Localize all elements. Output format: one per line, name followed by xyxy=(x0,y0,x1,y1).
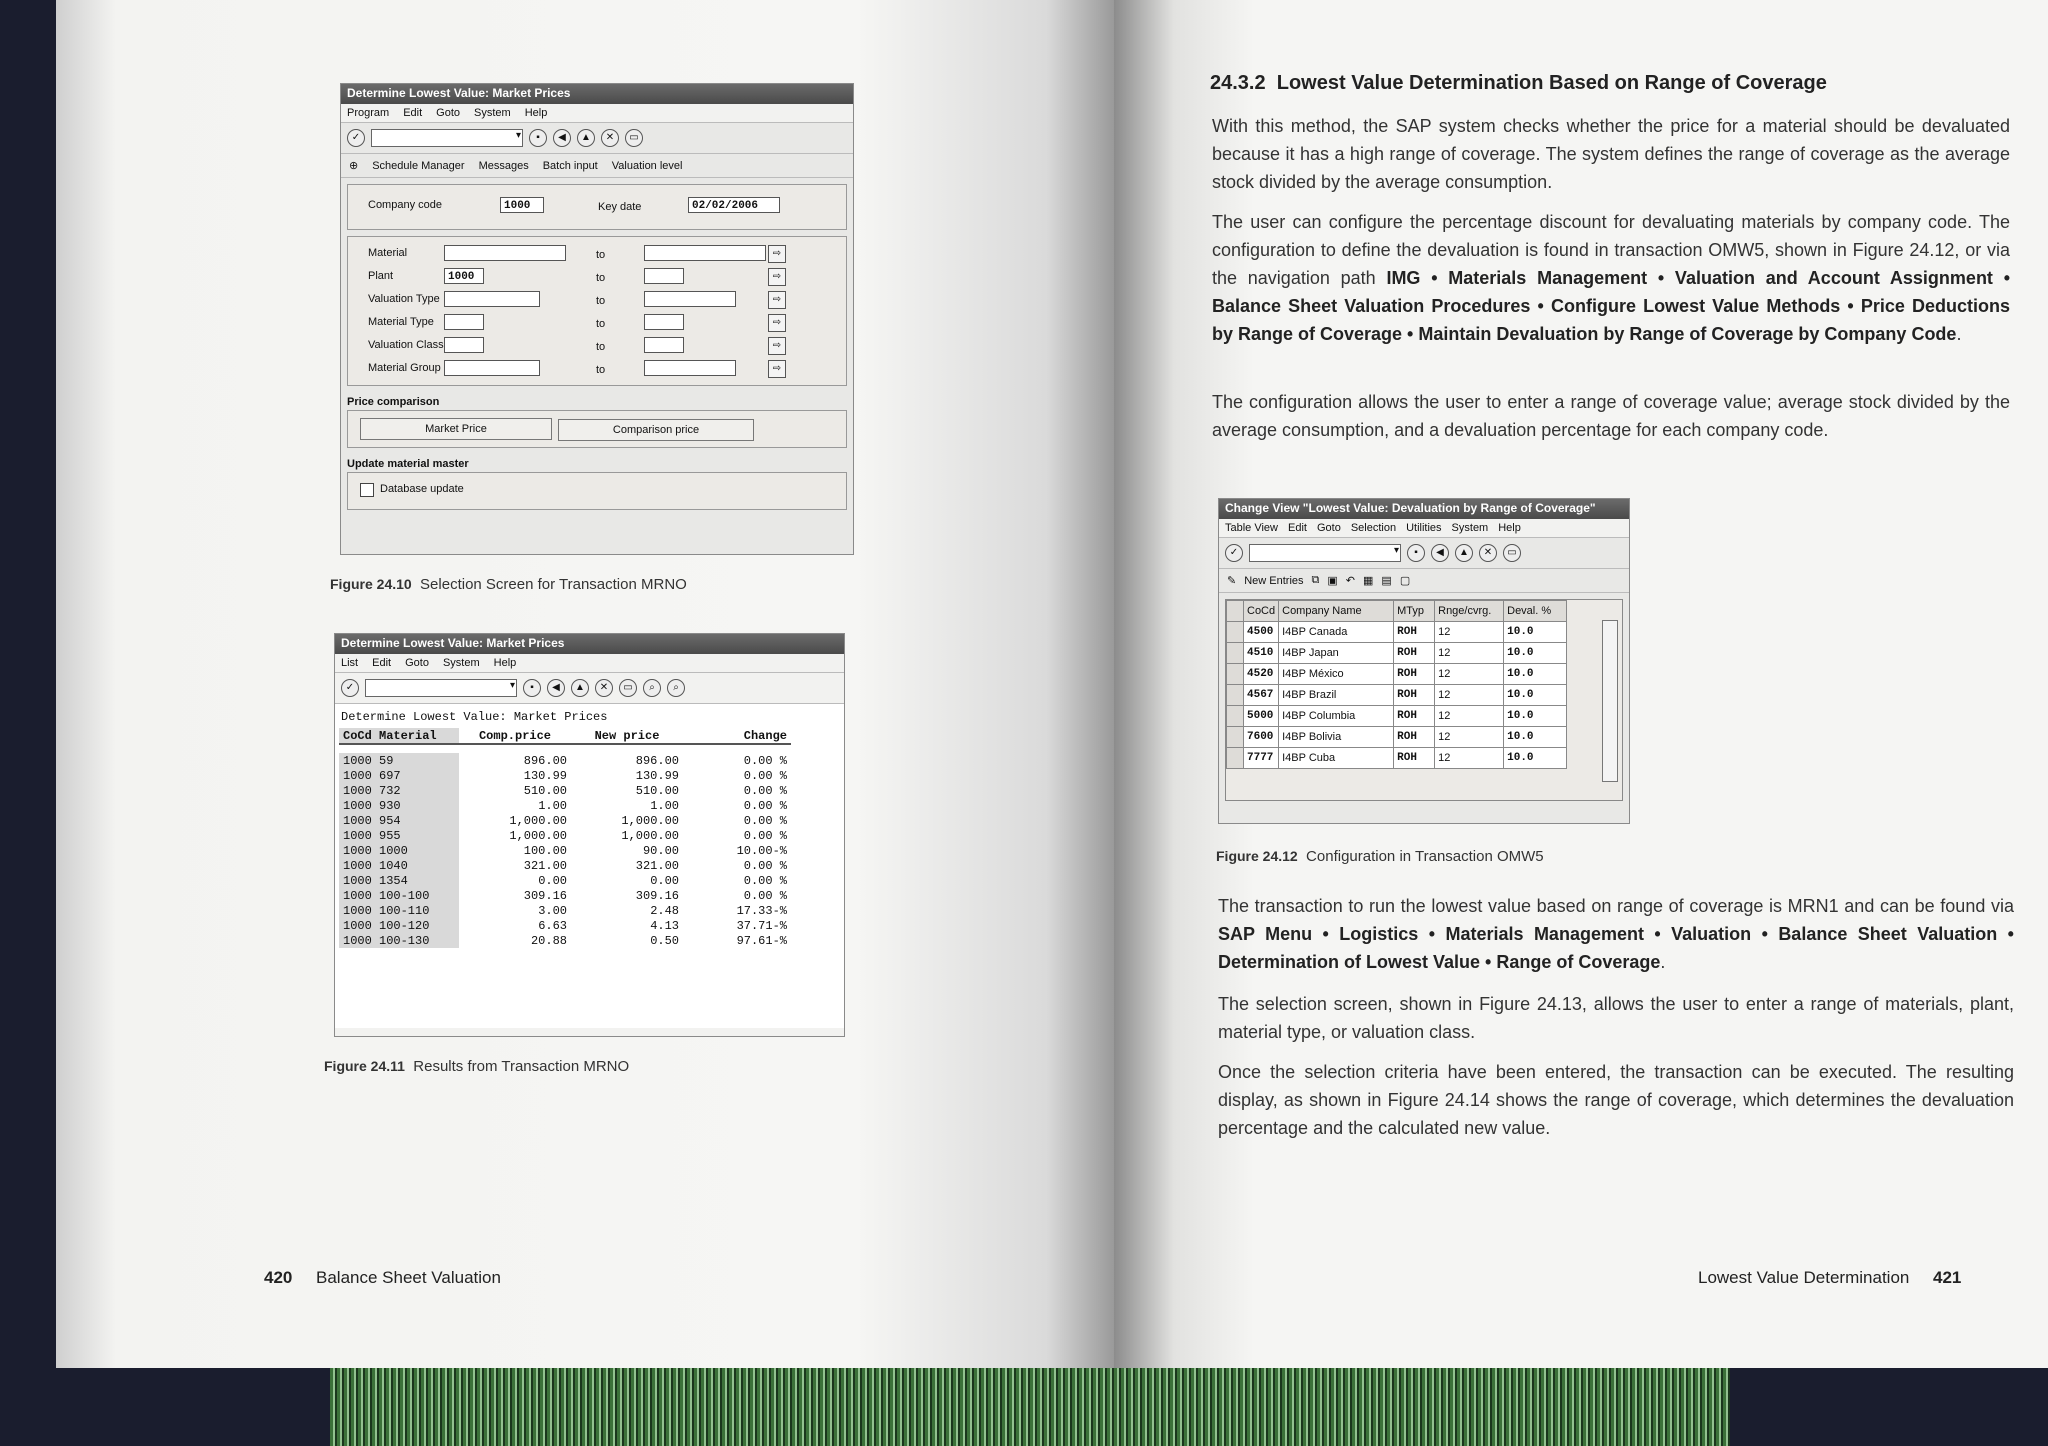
multiple-selection-arrow-icon[interactable]: ⇨ xyxy=(768,268,786,286)
menu-goto[interactable]: Goto xyxy=(436,107,461,119)
menu-system[interactable]: System xyxy=(1451,522,1489,534)
print-icon[interactable]: ▭ xyxy=(625,129,643,147)
cell-cocd: 7777 xyxy=(1244,748,1279,769)
cell-mtyp: ROH xyxy=(1394,748,1435,769)
cell-deval-pct[interactable]: 10.0 xyxy=(1504,643,1567,664)
table-row[interactable] xyxy=(339,933,791,948)
row-selector[interactable] xyxy=(1227,748,1244,769)
cell-cocd: 4567 xyxy=(1244,685,1279,706)
cell-mtyp: ROH xyxy=(1394,685,1435,706)
section-heading xyxy=(1210,72,1827,95)
cell-comp-price: 20.88 xyxy=(530,933,567,948)
table-row[interactable] xyxy=(339,753,791,768)
cell-range-coverage[interactable]: 12 xyxy=(1435,622,1504,643)
cell-company-name: I4BP Japan xyxy=(1279,643,1394,664)
command-field[interactable] xyxy=(1249,544,1401,562)
cell-change: 0.00 % xyxy=(743,798,787,813)
cell-new-price: 1,000.00 xyxy=(621,813,679,828)
table-row[interactable] xyxy=(1227,706,1567,727)
to-label: to xyxy=(596,272,606,284)
table-row[interactable] xyxy=(1227,748,1567,769)
selection-low-input[interactable] xyxy=(444,245,566,261)
cell-new-price: 309.16 xyxy=(635,888,679,903)
caption-label: Figure 24.10 xyxy=(330,576,412,592)
table-control xyxy=(1225,599,1623,801)
page-number: 421 xyxy=(1932,1268,1962,1287)
row-selector-header xyxy=(1227,601,1244,622)
table-row[interactable] xyxy=(339,903,791,918)
caption-label: Figure 24.12 xyxy=(1216,848,1298,864)
cell-cocd: 4520 xyxy=(1244,664,1279,685)
cell-deval-pct[interactable]: 10.0 xyxy=(1504,685,1567,706)
price-comparison-section xyxy=(347,410,847,448)
cell-comp-price: 1,000.00 xyxy=(509,813,567,828)
cell-cocd-material: 1000 100-130 xyxy=(339,933,459,948)
selection-label: Material Type xyxy=(368,316,434,328)
menu-goto[interactable]: Goto xyxy=(1316,522,1341,534)
cell-deval-pct[interactable]: 10.0 xyxy=(1504,748,1567,769)
application-toolbar xyxy=(341,154,853,178)
cell-change: 37.71-% xyxy=(736,918,787,933)
cell-mtyp: ROH xyxy=(1394,664,1435,685)
table-row[interactable] xyxy=(339,873,791,888)
table-row[interactable] xyxy=(339,828,791,843)
save-icon[interactable]: ▪ xyxy=(523,679,541,697)
market-price-button[interactable]: Market Price xyxy=(360,418,552,440)
cell-deval-pct[interactable]: 10.0 xyxy=(1504,727,1567,748)
cell-change: 0.00 % xyxy=(743,783,787,798)
to-label: to xyxy=(596,295,606,307)
enter-icon[interactable]: ✓ xyxy=(341,679,359,697)
figure-24-12-caption xyxy=(1216,848,1544,865)
price-comparison-title: Price comparison xyxy=(347,396,440,408)
paragraph-1: With this method, the SAP system checks whether the price for a material should be devaluated because it has a high range of coverage. The system defines the range of coverage as the average stock divided by the average consumption. xyxy=(1212,116,2010,192)
result-list xyxy=(335,728,844,1028)
save-icon[interactable]: ▪ xyxy=(1407,544,1425,562)
back-icon[interactable]: ◀ xyxy=(1431,544,1449,562)
standard-toolbar xyxy=(335,673,844,704)
window-title: Determine Lowest Value: Market Prices xyxy=(335,634,844,654)
col-change: Change xyxy=(743,728,787,743)
cell-change: 0.00 % xyxy=(743,768,787,783)
cell-change: 0.00 % xyxy=(743,813,787,828)
cell-mtyp: ROH xyxy=(1394,727,1435,748)
selection-low-input[interactable] xyxy=(444,291,540,307)
cell-comp-price: 6.63 xyxy=(538,918,567,933)
window-title: Determine Lowest Value: Market Prices xyxy=(341,84,853,104)
cell-cocd-material: 1000 1354 xyxy=(339,873,459,888)
row-selector[interactable] xyxy=(1227,685,1244,706)
cell-cocd-material: 1000 100-110 xyxy=(339,903,459,918)
cell-new-price: 1.00 xyxy=(650,798,679,813)
key-date-label: Key date xyxy=(598,201,642,213)
selection-high-input[interactable] xyxy=(644,314,684,330)
selection-high-input[interactable] xyxy=(644,360,736,376)
batch-input-button[interactable]: Batch input xyxy=(542,159,598,172)
col-company-name: Company Name xyxy=(1279,601,1394,622)
menu-bar xyxy=(1219,519,1629,538)
table-row[interactable] xyxy=(339,858,791,873)
selection-section xyxy=(347,236,847,386)
selection-low-input[interactable] xyxy=(444,337,484,353)
col-mtyp: MTyp xyxy=(1394,601,1435,622)
cell-cocd: 4510 xyxy=(1244,643,1279,664)
selection-high-input[interactable] xyxy=(644,268,684,284)
selection-label: Valuation Class xyxy=(368,339,444,351)
menu-edit[interactable]: Edit xyxy=(372,657,392,669)
cell-comp-price: 309.16 xyxy=(523,888,567,903)
running-head: Balance Sheet Valuation xyxy=(316,1268,501,1287)
menu-list[interactable]: List xyxy=(341,657,359,669)
menu-utilities[interactable]: Utilities xyxy=(1406,522,1442,534)
comparison-price-button[interactable]: Comparison price xyxy=(558,419,754,441)
figure-24-11-window xyxy=(334,633,845,1037)
cell-change: 17.33-% xyxy=(736,903,787,918)
cell-company-name: I4BP Brazil xyxy=(1279,685,1394,706)
table-row[interactable] xyxy=(1227,685,1567,706)
caption-text: Configuration in Transaction OMW5 xyxy=(1306,848,1544,865)
section-title: Lowest Value Determination Based on Range of Coverage xyxy=(1276,72,1827,94)
menu-help[interactable]: Help xyxy=(524,107,548,119)
select-block-icon[interactable]: ▤ xyxy=(1381,575,1392,587)
update-material-master-title: Update material master xyxy=(347,458,469,470)
config-table xyxy=(1226,600,1567,769)
window-title: Change View "Lowest Value: Devaluation by Range of Coverage" xyxy=(1219,499,1629,519)
cell-new-price: 4.13 xyxy=(650,918,679,933)
selection-label: Plant xyxy=(368,270,394,282)
cell-comp-price: 896.00 xyxy=(523,753,567,768)
cell-mtyp: ROH xyxy=(1394,622,1435,643)
row-selector[interactable] xyxy=(1227,706,1244,727)
save-icon[interactable]: ▪ xyxy=(529,129,547,147)
menu-selection[interactable]: Selection xyxy=(1350,522,1397,534)
cancel-icon[interactable]: ✕ xyxy=(1479,544,1497,562)
col-range-coverage: Rnge/cvrg. xyxy=(1435,601,1504,622)
execute-icon[interactable]: ⊕ xyxy=(349,160,359,172)
p2-path: IMG • Materials Management • Valuation and Account Assignment • Balance Sheet Valuation Procedures • Configure Lowest Value Methods • Price Deductions by Range of Coverage • Maintain Devaluation by Range of Coverage by Company Code xyxy=(1212,268,2010,344)
cell-cocd: 7600 xyxy=(1244,727,1279,748)
cell-range-coverage[interactable]: 12 xyxy=(1435,727,1504,748)
figure-24-12-window xyxy=(1218,498,1630,824)
row-selector[interactable] xyxy=(1227,622,1244,643)
cell-new-price: 90.00 xyxy=(642,843,679,858)
cell-cocd-material: 1000 59 xyxy=(339,753,459,768)
table-row[interactable] xyxy=(339,768,791,783)
command-field[interactable] xyxy=(365,679,517,697)
cell-comp-price: 321.00 xyxy=(523,858,567,873)
p4-path: SAP Menu • Logistics • Materials Management • Valuation • Balance Sheet Valuation • Determination of Lowest Value • Range of Coverage xyxy=(1218,924,2014,972)
selection-high-input[interactable] xyxy=(644,337,684,353)
figure-24-10-window xyxy=(340,83,854,555)
menu-system[interactable]: System xyxy=(442,657,480,669)
caption-text: Results from Transaction MRNO xyxy=(413,1058,630,1075)
table-row[interactable] xyxy=(339,843,791,858)
cell-mtyp: ROH xyxy=(1394,706,1435,727)
cell-company-name: I4BP Columbia xyxy=(1279,706,1394,727)
page-number: 420 xyxy=(264,1268,293,1287)
cell-comp-price: 510.00 xyxy=(523,783,567,798)
menu-edit[interactable]: Edit xyxy=(403,107,423,119)
company-code-label: Company code xyxy=(368,199,442,211)
menu-table-view[interactable]: Table View xyxy=(1225,522,1278,534)
paragraph-5: The selection screen, shown in Figure 24.13, allows the user to enter a range of materials, plant, material type, or valuation class. xyxy=(1218,994,2014,1042)
col-deval-pct: Deval. % xyxy=(1504,601,1567,622)
cell-company-name: I4BP Cuba xyxy=(1279,748,1394,769)
paragraph-2 xyxy=(1212,208,2010,348)
edit-toggle-icon[interactable]: ✎ xyxy=(1227,575,1237,587)
enter-icon[interactable]: ✓ xyxy=(1225,544,1243,562)
standard-toolbar xyxy=(341,123,853,154)
table-row[interactable] xyxy=(1227,622,1567,643)
p2-text: The user can configure the percentage discount for devaluating materials by company code. The configuration to define the devaluation is found in transaction OMW5, shown in Figure 24.12, or via the navigation path xyxy=(1212,212,2010,288)
cell-change: 0.00 % xyxy=(743,858,787,873)
cell-cocd: 4500 xyxy=(1244,622,1279,643)
cell-comp-price: 1,000.00 xyxy=(509,828,567,843)
multiple-selection-arrow-icon[interactable]: ⇨ xyxy=(768,245,786,263)
background-strip xyxy=(330,1362,1730,1446)
find-icon[interactable]: ⌕ xyxy=(643,679,661,697)
command-field[interactable] xyxy=(371,129,523,147)
exit-icon[interactable]: ▲ xyxy=(1455,544,1473,562)
cell-new-price: 0.50 xyxy=(650,933,679,948)
col-cocd: CoCd xyxy=(1244,601,1279,622)
table-row[interactable] xyxy=(339,798,791,813)
to-label: to xyxy=(596,364,606,376)
menu-bar xyxy=(335,654,844,673)
cell-deval-pct[interactable]: 10.0 xyxy=(1504,706,1567,727)
cell-new-price: 1,000.00 xyxy=(621,828,679,843)
schedule-manager-button[interactable]: Schedule Manager xyxy=(372,159,465,172)
selection-high-input[interactable] xyxy=(644,245,766,261)
cell-range-coverage[interactable]: 12 xyxy=(1435,706,1504,727)
cell-new-price: 510.00 xyxy=(635,783,679,798)
cell-cocd-material: 1000 1040 xyxy=(339,858,459,873)
cell-deval-pct[interactable]: 10.0 xyxy=(1504,664,1567,685)
print-icon[interactable]: ▭ xyxy=(619,679,637,697)
back-icon[interactable]: ◀ xyxy=(547,679,565,697)
cell-comp-price: 100.00 xyxy=(523,843,567,858)
multiple-selection-arrow-icon[interactable]: ⇨ xyxy=(768,360,786,378)
menu-bar xyxy=(341,104,853,123)
cell-cocd-material: 1000 955 xyxy=(339,828,459,843)
cell-change: 0.00 % xyxy=(743,873,787,888)
page-footer-left xyxy=(264,1268,501,1288)
paragraph-4 xyxy=(1218,892,2014,976)
cell-mtyp: ROH xyxy=(1394,643,1435,664)
undo-icon[interactable]: ↶ xyxy=(1345,575,1355,587)
table-row[interactable] xyxy=(1227,727,1567,748)
cell-new-price: 130.99 xyxy=(635,768,679,783)
page-footer-right xyxy=(1698,1268,1961,1288)
cancel-icon[interactable]: ✕ xyxy=(601,129,619,147)
cell-change: 97.61-% xyxy=(736,933,787,948)
exit-icon[interactable]: ▲ xyxy=(577,129,595,147)
menu-edit[interactable]: Edit xyxy=(1288,522,1307,534)
table-row[interactable] xyxy=(1227,643,1567,664)
cell-comp-price: 3.00 xyxy=(538,903,567,918)
cell-change: 0.00 % xyxy=(743,888,787,903)
col-cocd-material: CoCd Material xyxy=(339,728,459,744)
cell-range-coverage[interactable]: 12 xyxy=(1435,748,1504,769)
right-page xyxy=(1114,0,2048,1368)
caption-label: Figure 24.11 xyxy=(324,1058,405,1074)
cell-range-coverage[interactable]: 12 xyxy=(1435,685,1504,706)
col-comp-price: Comp.price xyxy=(478,728,551,743)
company-code-section xyxy=(347,184,847,230)
to-label: to xyxy=(596,318,606,330)
database-update-checkbox[interactable] xyxy=(360,483,374,497)
cell-cocd-material: 1000 100-100 xyxy=(339,888,459,903)
p2-end: . xyxy=(1956,324,1962,344)
valuation-level-button[interactable]: Valuation level xyxy=(611,159,683,172)
list-title: Determine Lowest Value: Market Prices xyxy=(335,704,844,728)
figure-24-11-caption xyxy=(324,1058,629,1075)
cell-change: 10.00-% xyxy=(736,843,787,858)
running-head: Lowest Value Determination xyxy=(1698,1268,1910,1287)
selection-low-input[interactable] xyxy=(444,360,540,376)
cell-comp-price: 130.99 xyxy=(523,768,567,783)
result-table xyxy=(339,728,791,948)
table-row[interactable] xyxy=(1227,664,1567,685)
cell-change: 0.00 % xyxy=(743,828,787,843)
vertical-scrollbar[interactable] xyxy=(1602,620,1618,782)
p4-end: . xyxy=(1660,952,1666,972)
row-selector[interactable] xyxy=(1227,664,1244,685)
cell-cocd-material: 1000 732 xyxy=(339,783,459,798)
table-row[interactable] xyxy=(339,813,791,828)
selection-label: Valuation Type xyxy=(368,293,440,305)
cell-deval-pct[interactable]: 10.0 xyxy=(1504,622,1567,643)
selection-low-input[interactable] xyxy=(444,314,484,330)
left-page xyxy=(56,0,1114,1368)
copy-icon[interactable]: ⧉ xyxy=(1311,574,1320,586)
database-update-label: Database update xyxy=(380,483,464,495)
deselect-icon[interactable]: ▢ xyxy=(1399,575,1411,587)
cell-new-price: 0.00 xyxy=(650,873,679,888)
selection-high-input[interactable] xyxy=(644,291,736,307)
menu-program[interactable]: Program xyxy=(347,107,390,119)
cell-comp-price: 0.00 xyxy=(538,873,567,888)
exit-icon[interactable]: ▲ xyxy=(571,679,589,697)
to-label: to xyxy=(596,341,606,353)
selection-label: Material Group xyxy=(368,362,441,374)
table-row[interactable] xyxy=(339,918,791,933)
cell-range-coverage[interactable]: 12 xyxy=(1435,664,1504,685)
paragraph-3: The configuration allows the user to enter a range of coverage value; average stock divided by the average consumption, and a devaluation percentage for each company code. xyxy=(1212,392,2010,440)
multiple-selection-arrow-icon[interactable]: ⇨ xyxy=(768,291,786,309)
cell-cocd-material: 1000 1000 xyxy=(339,843,459,858)
print-icon[interactable]: ▭ xyxy=(1503,544,1521,562)
table-row[interactable] xyxy=(339,888,791,903)
menu-goto[interactable]: Goto xyxy=(405,657,429,669)
cell-cocd: 5000 xyxy=(1244,706,1279,727)
cell-new-price: 321.00 xyxy=(635,858,679,873)
cell-cocd-material: 1000 954 xyxy=(339,813,459,828)
select-all-icon[interactable]: ▦ xyxy=(1363,575,1374,587)
paragraph-6: Once the selection criteria have been entered, the transaction can be executed. The resulting display, as shown in Figure 24.14 shows the range of coverage, which determines the devaluation percentage and the calculated new value. xyxy=(1218,1062,2014,1138)
cell-company-name: I4BP Canada xyxy=(1279,622,1394,643)
table-row[interactable] xyxy=(339,783,791,798)
menu-help[interactable]: Help xyxy=(493,657,517,669)
enter-icon[interactable]: ✓ xyxy=(347,129,365,147)
cell-cocd-material: 1000 100-120 xyxy=(339,918,459,933)
caption-text: Selection Screen for Transaction MRNO xyxy=(420,576,687,593)
cell-new-price: 2.48 xyxy=(650,903,679,918)
update-section xyxy=(347,472,847,510)
to-label: to xyxy=(596,249,606,261)
selection-label: Material xyxy=(368,247,408,259)
col-new-price: New price xyxy=(594,728,660,743)
multiple-selection-arrow-icon[interactable]: ⇨ xyxy=(768,314,786,332)
row-selector[interactable] xyxy=(1227,727,1244,748)
cell-company-name: I4BP Bolivia xyxy=(1279,727,1394,748)
menu-help[interactable]: Help xyxy=(1498,522,1521,534)
menu-system[interactable]: System xyxy=(474,107,511,119)
cancel-icon[interactable]: ✕ xyxy=(595,679,613,697)
key-date-input[interactable]: 02/02/2006 xyxy=(688,197,780,213)
new-entries-button[interactable]: New Entries xyxy=(1244,574,1304,587)
standard-toolbar xyxy=(1219,538,1629,569)
cell-new-price: 896.00 xyxy=(635,753,679,768)
multiple-selection-arrow-icon[interactable]: ⇨ xyxy=(768,337,786,355)
cell-change: 0.00 % xyxy=(743,753,787,768)
company-code-input[interactable]: 1000 xyxy=(500,197,544,213)
cell-cocd-material: 1000 697 xyxy=(339,768,459,783)
application-toolbar xyxy=(1219,569,1629,593)
back-icon[interactable]: ◀ xyxy=(553,129,571,147)
selection-low-input[interactable]: 1000 xyxy=(444,268,484,284)
messages-button[interactable]: Messages xyxy=(478,159,529,172)
delete-icon[interactable]: ▣ xyxy=(1327,575,1338,587)
figure-24-10-caption xyxy=(330,576,687,593)
cell-range-coverage[interactable]: 12 xyxy=(1435,643,1504,664)
section-number: 24.3.2 xyxy=(1210,72,1266,94)
cell-cocd-material: 1000 930 xyxy=(339,798,459,813)
cell-company-name: I4BP México xyxy=(1279,664,1394,685)
row-selector[interactable] xyxy=(1227,643,1244,664)
cell-comp-price: 1.00 xyxy=(538,798,567,813)
p4-text: The transaction to run the lowest value based on range of coverage is MRN1 and can be found via xyxy=(1218,896,2014,916)
find-next-icon[interactable]: ⌕ xyxy=(667,679,685,697)
